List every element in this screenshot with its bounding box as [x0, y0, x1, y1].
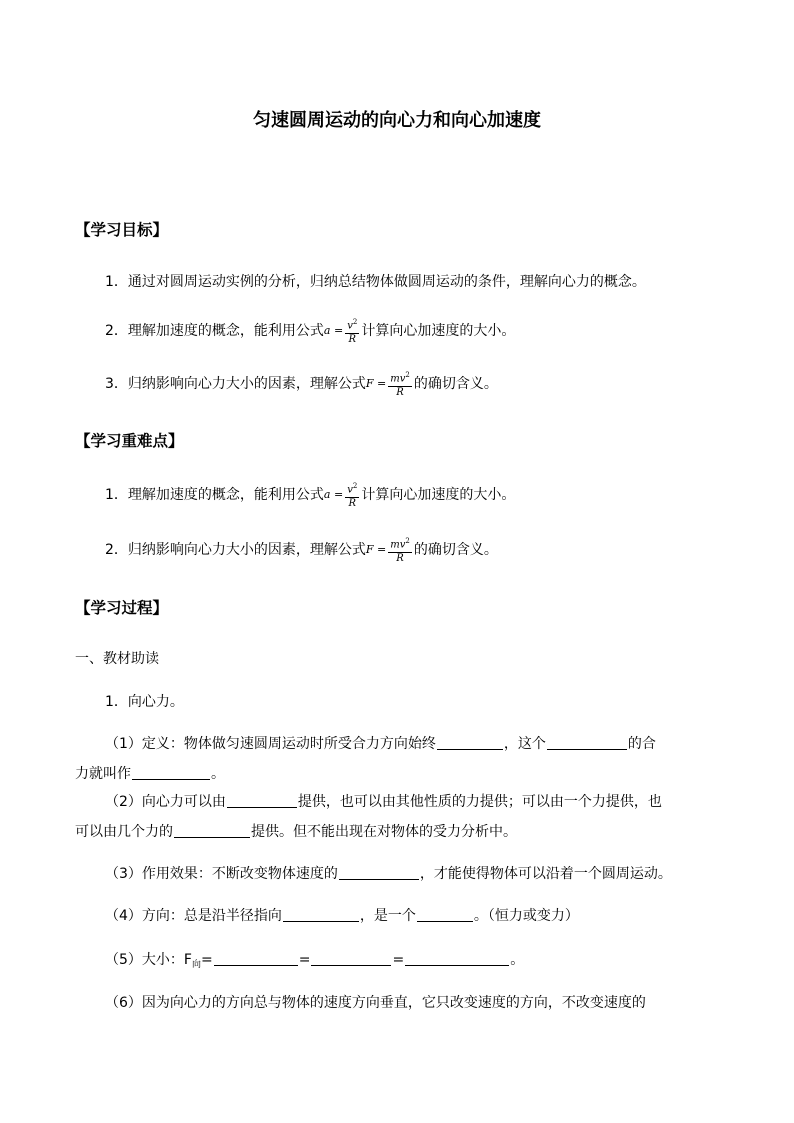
part-1-heading: 一、教材助读	[75, 651, 159, 667]
paragraph-5-subscript: 向	[191, 960, 201, 970]
goal-3-text-pre: 3．归纳影响向心力大小的因素，理解公式	[105, 376, 366, 392]
fill-blank-7[interactable]	[283, 907, 359, 922]
goal-2	[105, 311, 515, 351]
paragraph-5-text-a: （5）大小：F	[105, 952, 192, 968]
fill-blank-2[interactable]	[547, 735, 627, 750]
paragraph-5-equals-2: =	[298, 952, 311, 968]
formula-f-fraction	[388, 535, 412, 564]
fill-blank-1[interactable]	[437, 735, 503, 750]
paragraph-2-line-1	[105, 792, 662, 812]
fill-blank-6[interactable]	[339, 865, 419, 880]
formula-f-denominator: R	[396, 386, 404, 398]
paragraph-1-text-e: 。	[211, 766, 225, 782]
paragraph-3-text-a: （3）作用效果：不断改变物体速度的	[105, 866, 338, 882]
fill-blank-4[interactable]	[227, 793, 297, 808]
formula-a-exponent: 2	[352, 482, 358, 491]
goal-2-text-post: 计算向心加速度的大小。	[361, 323, 516, 339]
key-point-1-text-post: 计算向心加速度的大小。	[361, 487, 516, 503]
paragraph-5-equals-3: =	[392, 952, 405, 968]
paragraph-6: （6）因为向心力的方向总与物体的速度方向垂直，它只改变速度的方向，不改变速度的	[105, 995, 646, 1011]
paragraph-2-text-c: 可以由几个力的	[75, 824, 173, 840]
formula-f-exponent: 2	[405, 371, 410, 380]
paragraph-2-text-b: 提供，也可以由其他性质的力提供；可以由一个力提供，也	[297, 794, 662, 810]
paragraph-2-line-2	[75, 822, 517, 842]
paragraph-1-line-1	[105, 734, 656, 754]
paragraph-3	[105, 864, 672, 884]
formula-f-lhs: F =	[365, 543, 387, 556]
formula-a-denominator: R	[348, 497, 357, 509]
paragraph-1-text-b: ，这个	[503, 736, 546, 752]
goal-2-text-pre: 2．理解加速度的概念，能利用公式	[105, 323, 324, 339]
fill-blank-3[interactable]	[132, 765, 210, 780]
key-point-1-text-pre: 1．理解加速度的概念，能利用公式	[105, 487, 324, 503]
formula-a-numerator: v	[347, 320, 353, 332]
key-point-2-text-pre: 2．归纳影响向心力大小的因素，理解公式	[105, 542, 366, 558]
paragraph-2-text-d: 提供。但不能出现在对物体的受力分析中。	[251, 824, 517, 840]
item-1-heading: 1．向心力。	[105, 694, 184, 710]
paragraph-1-text-d: 力就叫作	[75, 766, 131, 782]
formula-a-exponent: 2	[352, 318, 358, 327]
formula-a-fraction	[345, 480, 359, 509]
formula-a-numerator: v	[347, 484, 353, 496]
paragraph-4-text-a: （4）方向：总是沿半径指向	[105, 908, 282, 924]
fill-blank-9[interactable]	[214, 951, 298, 966]
key-point-2	[105, 530, 498, 570]
formula-f-numerator: mv	[390, 373, 406, 385]
paragraph-4-text-c: 。（恒力或变力）	[473, 908, 579, 924]
goal-1: 1．通过对圆周运动实例的分析，归纳总结物体做圆周运动的条件，理解向心力的概念。	[105, 274, 646, 290]
goals-heading: 【学习目标】	[75, 221, 169, 239]
document-title: 匀速圆周运动的向心力和向心加速度	[253, 110, 541, 131]
fill-blank-10[interactable]	[311, 951, 391, 966]
key-point-2-text-post: 的确切含义。	[413, 542, 498, 558]
formula-f-exponent: 2	[405, 537, 410, 546]
paragraph-1-text-a: （1）定义：物体做匀速圆周运动时所受合力方向始终	[105, 736, 436, 752]
formula-a-fraction	[345, 316, 359, 345]
process-heading: 【学习过程】	[75, 599, 169, 617]
paragraph-5-equals-1: =	[200, 952, 213, 968]
formula-f-lhs: F =	[365, 377, 387, 390]
formula-f-fraction	[388, 369, 412, 398]
formula-f-numerator: mv	[390, 539, 406, 551]
paragraph-2-text-a: （2）向心力可以由	[105, 794, 226, 810]
formula-a-denominator: R	[348, 333, 357, 345]
paragraph-5-end: 。	[510, 952, 525, 968]
paragraph-4-text-b: ，是一个	[359, 908, 416, 924]
formula-a-lhs: a =	[323, 324, 344, 337]
paragraph-4	[105, 906, 579, 926]
goal-3-text-post: 的确切含义。	[413, 376, 498, 392]
paragraph-3-text-b: ，才能使得物体可以沿着一个圆周运动。	[419, 866, 672, 882]
fill-blank-5[interactable]	[174, 823, 250, 838]
paragraph-5	[105, 950, 524, 975]
formula-a-lhs: a =	[323, 488, 344, 501]
formula-f-denominator: R	[396, 552, 404, 564]
goal-3	[105, 364, 498, 404]
paragraph-1-text-c: 的合	[627, 736, 656, 752]
key-points-heading: 【学习重难点】	[75, 432, 184, 450]
fill-blank-11[interactable]	[405, 951, 509, 966]
fill-blank-8[interactable]	[417, 907, 473, 922]
key-point-1	[105, 475, 515, 515]
paragraph-1-line-2	[75, 764, 225, 784]
